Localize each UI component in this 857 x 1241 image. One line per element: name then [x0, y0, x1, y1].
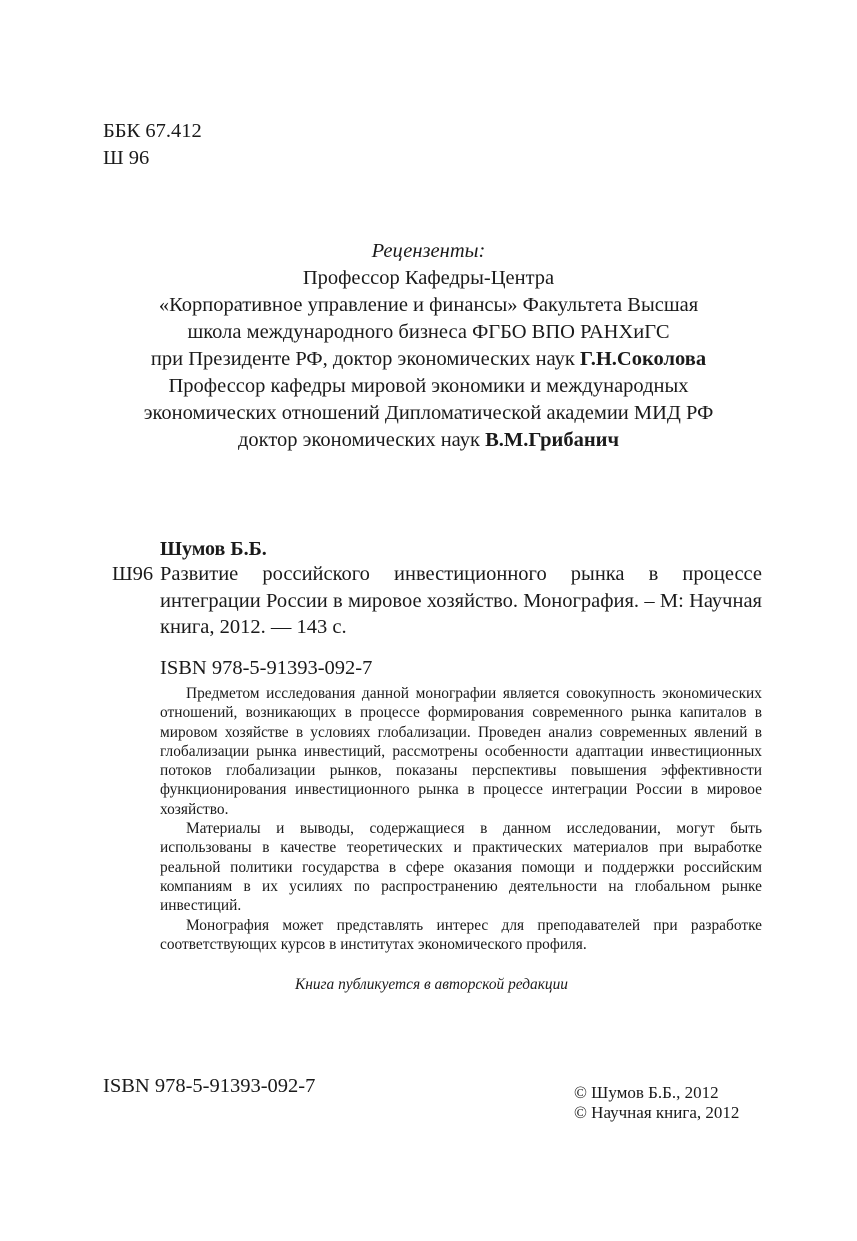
isbn: ISBN 978-5-91393-092-7 [160, 657, 373, 679]
reviewer-name: В.М.Грибанич [485, 429, 620, 451]
annotation-paragraph: Монография может представлять интерес для преподавателей при разработке соответствующих курсов в институтах экономического профиля. [160, 916, 762, 953]
reviewer-line: Профессор кафедры мировой экономики и международных [168, 375, 689, 397]
annotation-paragraph: Материалы и выводы, содержащиеся в данном исследовании, могут быть использованы в качестве теоретических и практических материалов при выработке реальной политики государства в сфере оказания помощи и поддержки российским компаниям в их усилиях по распространению деятельности на глобальном рынке инвестиций. [160, 820, 762, 915]
copyright-author: © Шумов Б.Б., 2012 [574, 1083, 719, 1102]
reviewer-line: экономических отношений Дипломатической академии МИД РФ [143, 402, 714, 424]
bbk-code: ББК 67.412 [103, 120, 202, 142]
copyright-block [574, 1083, 739, 1123]
bibliographic-description: Развитие российского инвестиционного рынка в процессе интеграции России в мировое хозяйство. Монография. – М: Научная книга, 2012. — 143 с. [160, 563, 762, 638]
isbn-bottom: ISBN 978-5-91393-092-7 [103, 1075, 316, 1097]
reviewer-line: школа международного бизнеса ФГБО ВПО РАНХиГС [187, 321, 670, 343]
author-name: Шумов Б.Б. [160, 538, 267, 560]
copyright-publisher: © Научная книга, 2012 [574, 1103, 740, 1122]
reviewer-name: Г.Н.Соколова [580, 348, 707, 370]
edition-note: Книга публикуется в авторской редакции [295, 976, 568, 993]
bbk-block [103, 118, 202, 172]
reviewers-title: Рецензенты: [371, 240, 486, 262]
index-code: Ш96 [112, 563, 154, 585]
reviewers-block [60, 238, 797, 454]
reviewer-line [60, 346, 797, 373]
annotation-paragraph: Предметом исследования данной монографии является совокупность экономических отношений, возникающих в процессе формирования современного рынка капиталов в мировом хозяйстве в условиях глобализации. Проведен анализ современных явлений в глобализации рынка инвестиций, рассмотрены особенности адаптации инвестиционных потоков глобализации рынков, показаны перспективы повышения эффективности функционирования инвестиционного рынка в процессе интеграции России в мировое хозяйство. [160, 685, 762, 818]
shelf-code: Ш 96 [103, 147, 150, 169]
reviewer-line: «Корпоративное управление и финансы» Факультета Высшая [158, 294, 699, 316]
reviewer-line: Профессор Кафедры-Центра [302, 267, 555, 289]
annotation [160, 684, 762, 954]
reviewer-line [60, 427, 797, 454]
reviewer-text: при Президенте РФ, доктор экономических наук [150, 348, 580, 370]
reviewer-text: доктор экономических наук [237, 429, 486, 451]
